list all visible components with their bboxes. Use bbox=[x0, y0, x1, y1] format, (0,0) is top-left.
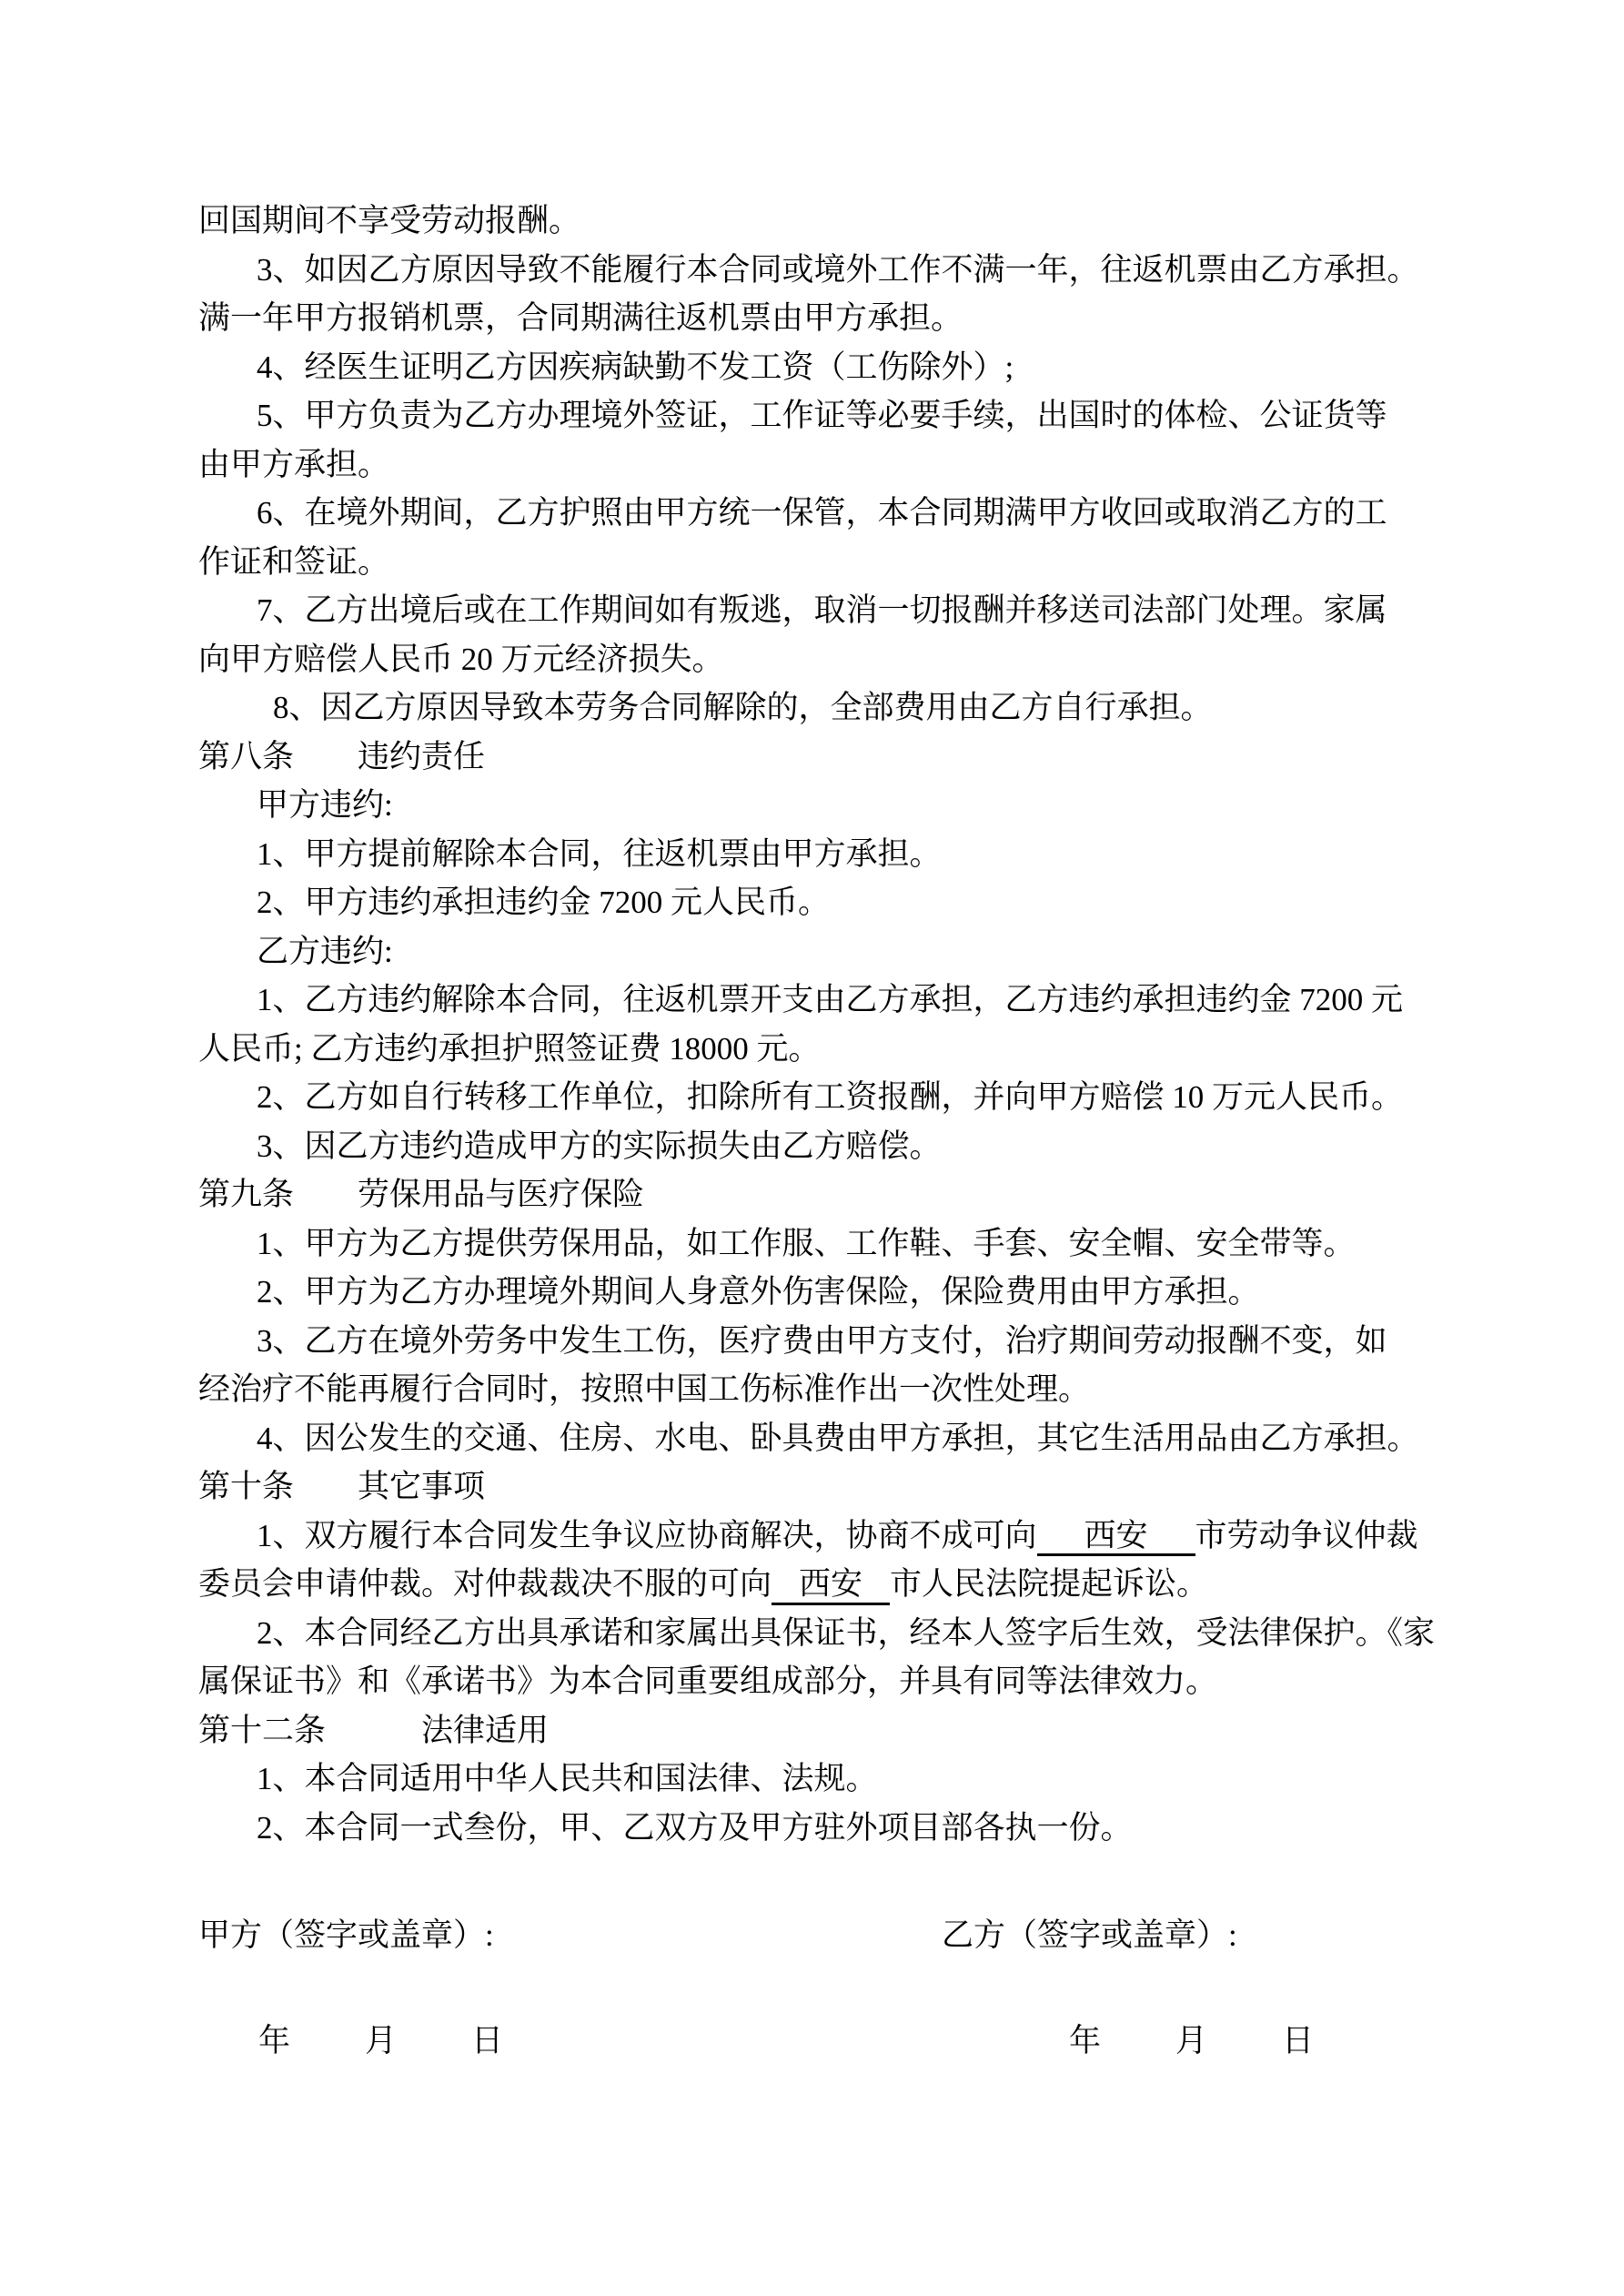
line-text: 6、在境外期间，乙方护照由甲方统一保管，本合同期满甲方收回或取消乙方的工 bbox=[257, 495, 1387, 531]
text-line bbox=[198, 246, 1445, 295]
text-line bbox=[198, 1657, 1445, 1706]
line-text: 委员会申请仲裁。对仲裁裁决不服的可向 bbox=[198, 1566, 772, 1602]
text-line bbox=[198, 927, 1445, 976]
text-line bbox=[198, 343, 1445, 392]
underlined-blank-city: 西安 bbox=[1037, 1519, 1195, 1557]
line-text: 7、乙方出境后或在工作期间如有叛逃，取消一切报酬并移送司法部门处理。家属 bbox=[257, 592, 1387, 628]
line-text: 人民币; 乙方违约承担护照签证费 18000 元。 bbox=[198, 1030, 821, 1067]
underlined-blank-city: 西安 bbox=[772, 1567, 890, 1605]
party-a-signature-block bbox=[198, 1911, 942, 2065]
line-text: 属保证书》和《承诺书》为本合同重要组成部分，并具有同等法律效力。 bbox=[198, 1664, 1218, 1699]
line-text: 3、如因乙方原因导致不能履行本合同或境外工作不满一年，往返机票由乙方承担。 bbox=[257, 251, 1419, 288]
text-line bbox=[198, 1219, 1445, 1269]
text-line bbox=[198, 976, 1445, 1025]
line-text: 乙方违约: bbox=[257, 933, 393, 969]
line-text: 第八条 违约责任 bbox=[198, 738, 486, 774]
text-line bbox=[198, 294, 1445, 343]
text-line bbox=[198, 781, 1445, 830]
party-b-date-line: 年 月 日 bbox=[1069, 2022, 1318, 2058]
line-text: 市劳动争议仲裁 bbox=[1195, 1517, 1418, 1553]
party-b-signature-block bbox=[942, 1911, 1445, 2065]
line-text: 由甲方承担。 bbox=[198, 446, 390, 482]
line-text: 第九条 劳保用品与医疗保险 bbox=[198, 1177, 645, 1212]
text-line bbox=[198, 635, 1445, 684]
text-line bbox=[198, 1365, 1445, 1414]
signature-section bbox=[198, 1911, 1445, 2065]
text-line bbox=[198, 1122, 1445, 1171]
text-line bbox=[198, 1414, 1445, 1463]
text-line bbox=[198, 1512, 1445, 1561]
clause-heading bbox=[198, 1462, 1445, 1512]
line-text: 1、本合同适用中华人民共和国法律、法规。 bbox=[257, 1761, 878, 1796]
text-line bbox=[198, 1268, 1445, 1317]
text-line bbox=[198, 1755, 1445, 1804]
line-text: 2、乙方如自行转移工作单位，扣除所有工资报酬，并向甲方赔偿 10 万元人民币。 bbox=[257, 1079, 1404, 1115]
line-text: 甲方违约: bbox=[257, 787, 393, 823]
line-text: 向甲方赔偿人民币 20 万元经济损失。 bbox=[198, 641, 724, 677]
contract-body bbox=[198, 197, 1445, 1852]
text-line bbox=[198, 197, 1445, 246]
text-line bbox=[198, 538, 1445, 587]
text-line bbox=[198, 1560, 1445, 1609]
text-line bbox=[198, 1025, 1445, 1074]
line-text: 5、甲方负责为乙方办理境外签证，工作证等必要手续，出国时的体检、公证货等 bbox=[257, 398, 1387, 433]
line-text: 1、甲方提前解除本合同，往返机票由甲方承担。 bbox=[257, 835, 942, 872]
line-text: 1、甲方为乙方提供劳保用品，如工作服、工作鞋、手套、安全帽、安全带等。 bbox=[257, 1225, 1356, 1261]
line-text: 4、经医生证明乙方因疾病缺勤不发工资（工伤除外）; bbox=[257, 349, 1014, 385]
line-text: 3、因乙方违约造成甲方的实际损失由乙方赔偿。 bbox=[257, 1128, 942, 1164]
clause-heading bbox=[198, 733, 1445, 782]
text-line bbox=[198, 683, 1445, 733]
line-text: 2、甲方为乙方办理境外期间人身意外伤害保险，保险费用由甲方承担。 bbox=[257, 1274, 1260, 1310]
line-text: 作证和签证。 bbox=[198, 543, 390, 580]
line-text: 第十二条 法律适用 bbox=[198, 1712, 550, 1748]
line-text: 1、乙方违约解除本合同，往返机票开支由乙方承担，乙方违约承担违约金 7200 元 bbox=[257, 982, 1404, 1017]
line-text: 满一年甲方报销机票，合同期满往返机票由甲方承担。 bbox=[198, 300, 963, 336]
line-text: 第十条 其它事项 bbox=[198, 1469, 486, 1504]
line-text: 市人民法院提起诉讼。 bbox=[890, 1566, 1209, 1602]
text-line bbox=[198, 391, 1445, 440]
party-a-signature-label: 甲方（签字或盖章）: bbox=[198, 1917, 494, 1953]
line-text: 2、本合同一式叁份，甲、乙双方及甲方驻外项目部各执一份。 bbox=[257, 1809, 1133, 1846]
line-text: 2、本合同经乙方出具承诺和家属出具保证书，经本人签字后生效，受法律保护。《家 bbox=[257, 1614, 1436, 1651]
line-text: 回国期间不享受劳动报酬。 bbox=[198, 203, 581, 238]
line-text: 8、因乙方原因导致本劳务合同解除的，全部费用由乙方自行承担。 bbox=[273, 690, 1213, 725]
text-line bbox=[198, 1317, 1445, 1366]
text-line bbox=[198, 1609, 1445, 1658]
text-line bbox=[198, 1804, 1445, 1853]
text-line bbox=[198, 489, 1445, 538]
line-text: 经治疗不能再履行合同时，按照中国工伤标准作出一次性处理。 bbox=[198, 1371, 1091, 1407]
text-line bbox=[198, 440, 1445, 490]
text-line bbox=[198, 586, 1445, 635]
party-b-signature-label: 乙方（签字或盖章）: bbox=[942, 1917, 1237, 1953]
clause-heading bbox=[198, 1706, 1445, 1755]
text-line bbox=[198, 878, 1445, 927]
party-a-date-line: 年 月 日 bbox=[258, 2022, 508, 2058]
line-text: 2、甲方违约承担违约金 7200 元人民币。 bbox=[257, 885, 831, 920]
line-text: 4、因公发生的交通、住房、水电、卧具费由甲方承担，其它生活用品由乙方承担。 bbox=[257, 1420, 1419, 1456]
clause-heading bbox=[198, 1170, 1445, 1219]
text-line bbox=[198, 830, 1445, 879]
text-line bbox=[198, 1073, 1445, 1122]
line-text: 3、乙方在境外劳务中发生工伤，医疗费由甲方支付，治疗期间劳动报酬不变，如 bbox=[257, 1322, 1387, 1359]
line-text: 1、双方履行本合同发生争议应协商解决，协商不成可向 bbox=[257, 1517, 1037, 1553]
